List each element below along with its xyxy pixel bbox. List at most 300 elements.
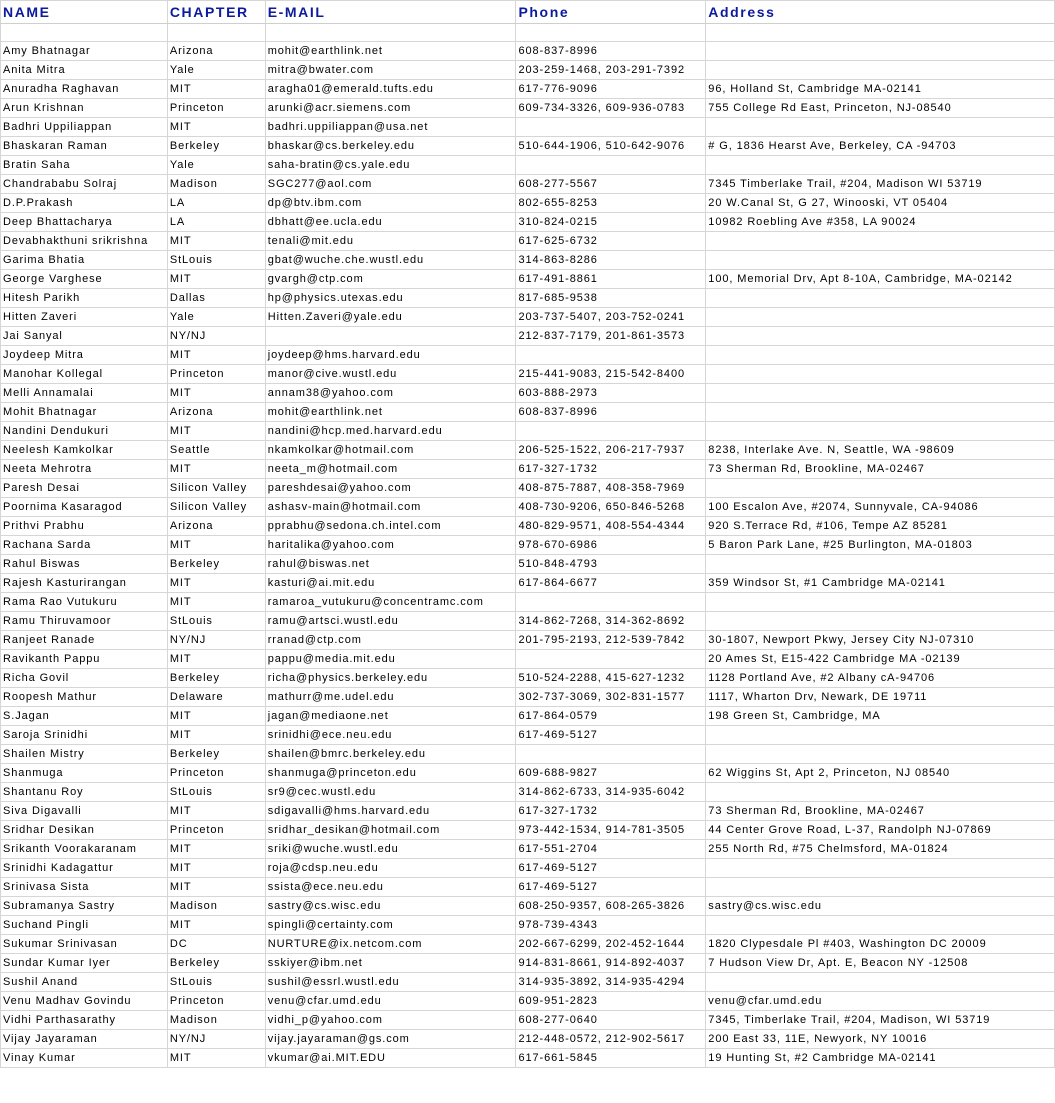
empty-cell: [706, 24, 1055, 42]
name-cell[interactable]: Vijay Jayaraman: [1, 1030, 168, 1049]
table-row: [1, 821, 1055, 840]
email-cell[interactable]: mitra@bwater.com: [265, 61, 516, 80]
table-row: [1, 517, 1055, 536]
email-cell[interactable]: hp@physics.utexas.edu: [265, 289, 516, 308]
email-cell[interactable]: aragha01@emerald.tufts.edu: [265, 80, 516, 99]
name-cell[interactable]: Manohar Kollegal: [1, 365, 168, 384]
address-cell[interactable]: 19 Hunting St, #2 Cambridge MA-02141: [706, 1049, 1055, 1068]
name-cell[interactable]: Sundar Kumar Iyer: [1, 954, 168, 973]
table-row: [1, 346, 1055, 365]
name-cell[interactable]: Richa Govil: [1, 669, 168, 688]
name-cell[interactable]: Venu Madhav Govindu: [1, 992, 168, 1011]
name-cell[interactable]: Srikanth Voorakaranam: [1, 840, 168, 859]
phone-cell[interactable]: [516, 422, 706, 441]
email-cell[interactable]: dbhatt@ee.ucla.edu: [265, 213, 516, 232]
email-cell[interactable]: gvargh@ctp.com: [265, 270, 516, 289]
phone-cell[interactable]: 817-685-9538: [516, 289, 706, 308]
email-cell[interactable]: sriki@wuche.wustl.edu: [265, 840, 516, 859]
name-cell[interactable]: Paresh Desai: [1, 479, 168, 498]
chapter-cell[interactable]: StLouis: [167, 783, 265, 802]
email-cell[interactable]: ramu@artsci.wustl.edu: [265, 612, 516, 631]
name-cell[interactable]: Garima Bhatia: [1, 251, 168, 270]
phone-cell[interactable]: 201-795-2193, 212-539-7842: [516, 631, 706, 650]
email-cell[interactable]: shanmuga@princeton.edu: [265, 764, 516, 783]
email-cell[interactable]: annam38@yahoo.com: [265, 384, 516, 403]
address-cell[interactable]: 44 Center Grove Road, L-37, Randolph NJ-07869: [706, 821, 1055, 840]
name-cell[interactable]: Vidhi Parthasarathy: [1, 1011, 168, 1030]
chapter-cell[interactable]: MIT: [167, 878, 265, 897]
email-cell[interactable]: sr9@cec.wustl.edu: [265, 783, 516, 802]
chapter-cell[interactable]: Dallas: [167, 289, 265, 308]
phone-cell[interactable]: 617-625-6732: [516, 232, 706, 251]
phone-cell[interactable]: 608-277-5567: [516, 175, 706, 194]
email-cell[interactable]: sastry@cs.wisc.edu: [265, 897, 516, 916]
phone-cell[interactable]: 609-688-9827: [516, 764, 706, 783]
address-cell[interactable]: [706, 365, 1055, 384]
chapter-cell[interactable]: MIT: [167, 574, 265, 593]
phone-cell[interactable]: 617-491-8861: [516, 270, 706, 289]
name-cell[interactable]: Shanmuga: [1, 764, 168, 783]
phone-cell[interactable]: [516, 650, 706, 669]
email-cell[interactable]: roja@cdsp.neu.edu: [265, 859, 516, 878]
name-cell[interactable]: Mohit Bhatnagar: [1, 403, 168, 422]
name-cell[interactable]: Subramanya Sastry: [1, 897, 168, 916]
name-cell[interactable]: Sukumar Srinivasan: [1, 935, 168, 954]
name-cell[interactable]: Melli Annamalai: [1, 384, 168, 403]
chapter-cell[interactable]: Seattle: [167, 441, 265, 460]
address-cell[interactable]: [706, 878, 1055, 897]
email-cell[interactable]: spingli@certainty.com: [265, 916, 516, 935]
chapter-cell[interactable]: Yale: [167, 61, 265, 80]
email-cell[interactable]: haritalika@yahoo.com: [265, 536, 516, 555]
phone-cell[interactable]: 978-670-6986: [516, 536, 706, 555]
chapter-cell[interactable]: Madison: [167, 897, 265, 916]
name-cell[interactable]: Suchand Pingli: [1, 916, 168, 935]
table-row: [1, 194, 1055, 213]
address-cell[interactable]: [706, 384, 1055, 403]
chapter-cell[interactable]: MIT: [167, 650, 265, 669]
phone-cell[interactable]: 310-824-0215: [516, 213, 706, 232]
table-row: [1, 289, 1055, 308]
email-cell[interactable]: bhaskar@cs.berkeley.edu: [265, 137, 516, 156]
table-row: [1, 745, 1055, 764]
table-row: [1, 118, 1055, 137]
email-cell[interactable]: vijay.jayaraman@gs.com: [265, 1030, 516, 1049]
chapter-cell[interactable]: Madison: [167, 1011, 265, 1030]
column-header-address[interactable]: Address: [706, 1, 1055, 24]
address-cell[interactable]: 7345, Timberlake Trail, #204, Madison, WI 53719: [706, 1011, 1055, 1030]
phone-cell[interactable]: 617-864-0579: [516, 707, 706, 726]
chapter-cell[interactable]: MIT: [167, 840, 265, 859]
email-cell[interactable]: SGC277@aol.com: [265, 175, 516, 194]
phone-cell[interactable]: 609-951-2823: [516, 992, 706, 1011]
address-cell[interactable]: [706, 61, 1055, 80]
address-cell[interactable]: 30-1807, Newport Pkwy, Jersey City NJ-07310: [706, 631, 1055, 650]
email-cell[interactable]: neeta_m@hotmail.com: [265, 460, 516, 479]
address-cell[interactable]: 7 Hudson View Dr, Apt. E, Beacon NY -12508: [706, 954, 1055, 973]
blank-row: [1, 24, 1055, 42]
table-row: [1, 80, 1055, 99]
email-cell[interactable]: nkamkolkar@hotmail.com: [265, 441, 516, 460]
address-cell[interactable]: [706, 289, 1055, 308]
chapter-cell[interactable]: Princeton: [167, 992, 265, 1011]
phone-cell[interactable]: 802-655-8253: [516, 194, 706, 213]
email-cell[interactable]: nandini@hcp.med.harvard.edu: [265, 422, 516, 441]
phone-cell[interactable]: [516, 745, 706, 764]
name-cell[interactable]: Rachana Sarda: [1, 536, 168, 555]
name-cell[interactable]: Ravikanth Pappu: [1, 650, 168, 669]
phone-cell[interactable]: 314-862-7268, 314-362-8692: [516, 612, 706, 631]
chapter-cell[interactable]: Silicon Valley: [167, 479, 265, 498]
column-header-name[interactable]: NAME: [1, 1, 168, 24]
phone-cell[interactable]: 408-730-9206, 650-846-5268: [516, 498, 706, 517]
email-cell[interactable]: shailen@bmrc.berkeley.edu: [265, 745, 516, 764]
chapter-cell[interactable]: Princeton: [167, 99, 265, 118]
phone-cell[interactable]: 608-837-8996: [516, 403, 706, 422]
chapter-cell[interactable]: Berkeley: [167, 745, 265, 764]
name-cell[interactable]: George Varghese: [1, 270, 168, 289]
phone-cell[interactable]: 215-441-9083, 215-542-8400: [516, 365, 706, 384]
chapter-cell[interactable]: MIT: [167, 726, 265, 745]
name-cell[interactable]: Amy Bhatnagar: [1, 42, 168, 61]
phone-cell[interactable]: [516, 593, 706, 612]
email-cell[interactable]: arunki@acr.siemens.com: [265, 99, 516, 118]
phone-cell[interactable]: 202-667-6299, 202-452-1644: [516, 935, 706, 954]
phone-cell[interactable]: 973-442-1534, 914-781-3505: [516, 821, 706, 840]
phone-cell[interactable]: 212-448-0572, 212-902-5617: [516, 1030, 706, 1049]
email-cell[interactable]: ssista@ece.neu.edu: [265, 878, 516, 897]
table-row: [1, 916, 1055, 935]
email-cell[interactable]: dp@btv.ibm.com: [265, 194, 516, 213]
chapter-cell[interactable]: MIT: [167, 384, 265, 403]
name-cell[interactable]: Hitesh Parikh: [1, 289, 168, 308]
email-cell[interactable]: jagan@mediaone.net: [265, 707, 516, 726]
chapter-cell[interactable]: Princeton: [167, 764, 265, 783]
chapter-cell[interactable]: LA: [167, 194, 265, 213]
chapter-cell[interactable]: MIT: [167, 1049, 265, 1068]
phone-cell[interactable]: 203-737-5407, 203-752-0241: [516, 308, 706, 327]
chapter-cell[interactable]: NY/NJ: [167, 327, 265, 346]
name-cell[interactable]: Srinidhi Kadagattur: [1, 859, 168, 878]
phone-cell[interactable]: [516, 118, 706, 137]
email-cell[interactable]: vkumar@ai.MIT.EDU: [265, 1049, 516, 1068]
phone-cell[interactable]: 617-864-6677: [516, 574, 706, 593]
phone-cell[interactable]: 617-327-1732: [516, 802, 706, 821]
table-row: [1, 479, 1055, 498]
email-cell[interactable]: ashasv-main@hotmail.com: [265, 498, 516, 517]
phone-cell[interactable]: 617-469-5127: [516, 859, 706, 878]
name-cell[interactable]: Neeta Mehrotra: [1, 460, 168, 479]
chapter-cell[interactable]: Berkeley: [167, 137, 265, 156]
name-cell[interactable]: S.Jagan: [1, 707, 168, 726]
chapter-cell[interactable]: NY/NJ: [167, 1030, 265, 1049]
name-cell[interactable]: Deep Bhattacharya: [1, 213, 168, 232]
address-cell[interactable]: 200 East 33, 11E, Newyork, NY 10016: [706, 1030, 1055, 1049]
name-cell[interactable]: Saroja Srinidhi: [1, 726, 168, 745]
address-cell[interactable]: 73 Sherman Rd, Brookline, MA-02467: [706, 460, 1055, 479]
address-cell[interactable]: [706, 859, 1055, 878]
address-cell[interactable]: 73 Sherman Rd, Brookline, MA-02467: [706, 802, 1055, 821]
address-cell[interactable]: [706, 973, 1055, 992]
chapter-cell[interactable]: Yale: [167, 156, 265, 175]
table-row: [1, 631, 1055, 650]
email-cell[interactable]: rahul@biswas.net: [265, 555, 516, 574]
name-cell[interactable]: Sridhar Desikan: [1, 821, 168, 840]
name-cell[interactable]: Bhaskaran Raman: [1, 137, 168, 156]
email-cell[interactable]: sdigavalli@hms.harvard.edu: [265, 802, 516, 821]
name-cell[interactable]: Badhri Uppiliappan: [1, 118, 168, 137]
address-cell[interactable]: [706, 156, 1055, 175]
name-cell[interactable]: Srinivasa Sista: [1, 878, 168, 897]
address-cell[interactable]: 1128 Portland Ave, #2 Albany cA-94706: [706, 669, 1055, 688]
name-cell[interactable]: Shantanu Roy: [1, 783, 168, 802]
address-cell[interactable]: 100 Escalon Ave, #2074, Sunnyvale, CA-94086: [706, 498, 1055, 517]
phone-cell[interactable]: 617-469-5127: [516, 878, 706, 897]
chapter-cell[interactable]: Berkeley: [167, 954, 265, 973]
name-cell[interactable]: Ranjeet Ranade: [1, 631, 168, 650]
name-cell[interactable]: Siva Digavalli: [1, 802, 168, 821]
email-cell[interactable]: srinidhi@ece.neu.edu: [265, 726, 516, 745]
name-cell[interactable]: Rahul Biswas: [1, 555, 168, 574]
chapter-cell[interactable]: MIT: [167, 536, 265, 555]
name-cell[interactable]: Chandrababu Solraj: [1, 175, 168, 194]
address-cell[interactable]: 255 North Rd, #75 Chelmsford, MA-01824: [706, 840, 1055, 859]
empty-cell: [1, 24, 168, 42]
email-cell[interactable]: mohit@earthlink.net: [265, 403, 516, 422]
email-cell[interactable]: richa@physics.berkeley.edu: [265, 669, 516, 688]
table-row: [1, 764, 1055, 783]
chapter-cell[interactable]: MIT: [167, 270, 265, 289]
address-cell[interactable]: [706, 612, 1055, 631]
phone-cell[interactable]: 617-551-2704: [516, 840, 706, 859]
table-row: [1, 612, 1055, 631]
email-cell[interactable]: sridhar_desikan@hotmail.com: [265, 821, 516, 840]
email-cell[interactable]: sushil@essrl.wustl.edu: [265, 973, 516, 992]
address-cell[interactable]: 5 Baron Park Lane, #25 Burlington, MA-01803: [706, 536, 1055, 555]
address-cell[interactable]: [706, 42, 1055, 61]
phone-cell[interactable]: [516, 156, 706, 175]
chapter-cell[interactable]: MIT: [167, 593, 265, 612]
name-cell[interactable]: Bratin Saha: [1, 156, 168, 175]
chapter-cell[interactable]: Arizona: [167, 42, 265, 61]
phone-cell[interactable]: 617-327-1732: [516, 460, 706, 479]
column-header-email[interactable]: E-MAIL: [265, 1, 516, 24]
address-cell[interactable]: [706, 118, 1055, 137]
email-cell[interactable]: pappu@media.mit.edu: [265, 650, 516, 669]
address-cell[interactable]: [706, 745, 1055, 764]
chapter-cell[interactable]: NY/NJ: [167, 631, 265, 650]
chapter-cell[interactable]: MIT: [167, 802, 265, 821]
column-header-phone[interactable]: Phone: [516, 1, 706, 24]
email-cell[interactable]: Hitten.Zaveri@yale.edu: [265, 308, 516, 327]
phone-cell[interactable]: 609-734-3326, 609-936-0783: [516, 99, 706, 118]
chapter-cell[interactable]: Madison: [167, 175, 265, 194]
address-cell[interactable]: [706, 555, 1055, 574]
address-cell[interactable]: 10982 Roebling Ave #358, LA 90024: [706, 213, 1055, 232]
chapter-cell[interactable]: MIT: [167, 422, 265, 441]
name-cell[interactable]: Prithvi Prabhu: [1, 517, 168, 536]
phone-cell[interactable]: 914-831-8661, 914-892-4037: [516, 954, 706, 973]
table-row: [1, 802, 1055, 821]
address-cell[interactable]: sastry@cs.wisc.edu: [706, 897, 1055, 916]
address-cell[interactable]: [706, 251, 1055, 270]
empty-cell: [167, 24, 265, 42]
chapter-cell[interactable]: MIT: [167, 80, 265, 99]
address-cell[interactable]: [706, 327, 1055, 346]
name-cell[interactable]: D.P.Prakash: [1, 194, 168, 213]
address-cell[interactable]: [706, 422, 1055, 441]
chapter-cell[interactable]: StLouis: [167, 612, 265, 631]
address-cell[interactable]: 20 W.Canal St, G 27, Winooski, VT 05404: [706, 194, 1055, 213]
name-cell[interactable]: Vinay Kumar: [1, 1049, 168, 1068]
table-row: [1, 61, 1055, 80]
table-row: [1, 327, 1055, 346]
address-cell[interactable]: 8238, Interlake Ave. N, Seattle, WA -98609: [706, 441, 1055, 460]
address-cell[interactable]: 755 College Rd East, Princeton, NJ-08540: [706, 99, 1055, 118]
phone-cell[interactable]: 314-862-6733, 314-935-6042: [516, 783, 706, 802]
name-cell[interactable]: Sushil Anand: [1, 973, 168, 992]
email-cell[interactable]: vidhi_p@yahoo.com: [265, 1011, 516, 1030]
chapter-cell[interactable]: Berkeley: [167, 669, 265, 688]
email-cell[interactable]: saha-bratin@cs.yale.edu: [265, 156, 516, 175]
chapter-cell[interactable]: StLouis: [167, 973, 265, 992]
phone-cell[interactable]: 480-829-9571, 408-554-4344: [516, 517, 706, 536]
address-cell[interactable]: 20 Ames St, E15-422 Cambridge MA -02139: [706, 650, 1055, 669]
email-cell[interactable]: rranad@ctp.com: [265, 631, 516, 650]
chapter-cell[interactable]: Princeton: [167, 821, 265, 840]
table-row: [1, 137, 1055, 156]
phone-cell[interactable]: 510-644-1906, 510-642-9076: [516, 137, 706, 156]
name-cell[interactable]: Ramu Thiruvamoor: [1, 612, 168, 631]
phone-cell[interactable]: 510-848-4793: [516, 555, 706, 574]
email-cell[interactable]: ramaroa_vutukuru@concentramc.com: [265, 593, 516, 612]
address-cell[interactable]: 1820 Clypesdale Pl #403, Washington DC 20009: [706, 935, 1055, 954]
chapter-cell[interactable]: MIT: [167, 707, 265, 726]
phone-cell[interactable]: 408-875-7887, 408-358-7969: [516, 479, 706, 498]
name-cell[interactable]: Anita Mitra: [1, 61, 168, 80]
email-cell[interactable]: joydeep@hms.harvard.edu: [265, 346, 516, 365]
address-cell[interactable]: 359 Windsor St, #1 Cambridge MA-02141: [706, 574, 1055, 593]
phone-cell[interactable]: [516, 346, 706, 365]
name-cell[interactable]: Rajesh Kasturirangan: [1, 574, 168, 593]
address-cell[interactable]: [706, 346, 1055, 365]
phone-cell[interactable]: 203-259-1468, 203-291-7392: [516, 61, 706, 80]
email-cell[interactable]: gbat@wuche.che.wustl.edu: [265, 251, 516, 270]
phone-cell[interactable]: 608-277-0640: [516, 1011, 706, 1030]
phone-cell[interactable]: 608-837-8996: [516, 42, 706, 61]
name-cell[interactable]: Poornima Kasaragod: [1, 498, 168, 517]
name-cell[interactable]: Shailen Mistry: [1, 745, 168, 764]
address-cell[interactable]: # G, 1836 Hearst Ave, Berkeley, CA -94703: [706, 137, 1055, 156]
address-cell[interactable]: [706, 593, 1055, 612]
table-row: [1, 1030, 1055, 1049]
chapter-cell[interactable]: Silicon Valley: [167, 498, 265, 517]
phone-cell[interactable]: 608-250-9357, 608-265-3826: [516, 897, 706, 916]
table-row: [1, 232, 1055, 251]
name-cell[interactable]: Devabhakthuni srikrishna: [1, 232, 168, 251]
phone-cell[interactable]: 617-469-5127: [516, 726, 706, 745]
email-cell[interactable]: sskiyer@ibm.net: [265, 954, 516, 973]
email-cell[interactable]: manor@cive.wustl.edu: [265, 365, 516, 384]
phone-cell[interactable]: 314-863-8286: [516, 251, 706, 270]
chapter-cell[interactable]: Arizona: [167, 517, 265, 536]
phone-cell[interactable]: 302-737-3069, 302-831-1577: [516, 688, 706, 707]
address-cell[interactable]: venu@cfar.umd.edu: [706, 992, 1055, 1011]
phone-cell[interactable]: 978-739-4343: [516, 916, 706, 935]
phone-cell[interactable]: 603-888-2973: [516, 384, 706, 403]
chapter-cell[interactable]: Delaware: [167, 688, 265, 707]
email-cell[interactable]: pprabhu@sedona.ch.intel.com: [265, 517, 516, 536]
column-header-chapter[interactable]: CHAPTER: [167, 1, 265, 24]
address-cell[interactable]: [706, 308, 1055, 327]
chapter-cell[interactable]: StLouis: [167, 251, 265, 270]
chapter-cell[interactable]: MIT: [167, 859, 265, 878]
address-cell[interactable]: [706, 783, 1055, 802]
address-cell[interactable]: [706, 726, 1055, 745]
email-cell[interactable]: pareshdesai@yahoo.com: [265, 479, 516, 498]
name-cell[interactable]: Nandini Dendukuri: [1, 422, 168, 441]
chapter-cell[interactable]: Arizona: [167, 403, 265, 422]
chapter-cell[interactable]: Berkeley: [167, 555, 265, 574]
email-cell[interactable]: [265, 327, 516, 346]
name-cell[interactable]: Hitten Zaveri: [1, 308, 168, 327]
chapter-cell[interactable]: MIT: [167, 232, 265, 251]
address-cell[interactable]: 96, Holland St, Cambridge MA-02141: [706, 80, 1055, 99]
address-cell[interactable]: 920 S.Terrace Rd, #106, Tempe AZ 85281: [706, 517, 1055, 536]
phone-cell[interactable]: 314-935-3892, 314-935-4294: [516, 973, 706, 992]
address-cell[interactable]: [706, 479, 1055, 498]
address-cell[interactable]: [706, 403, 1055, 422]
chapter-cell[interactable]: MIT: [167, 916, 265, 935]
name-cell[interactable]: Roopesh Mathur: [1, 688, 168, 707]
address-cell[interactable]: [706, 916, 1055, 935]
name-cell[interactable]: Neelesh Kamkolkar: [1, 441, 168, 460]
chapter-cell[interactable]: Yale: [167, 308, 265, 327]
address-cell[interactable]: 7345 Timberlake Trail, #204, Madison WI 53719: [706, 175, 1055, 194]
phone-cell[interactable]: 206-525-1522, 206-217-7937: [516, 441, 706, 460]
email-cell[interactable]: kasturi@ai.mit.edu: [265, 574, 516, 593]
email-cell[interactable]: venu@cfar.umd.edu: [265, 992, 516, 1011]
name-cell[interactable]: Arun Krishnan: [1, 99, 168, 118]
phone-cell[interactable]: 212-837-7179, 201-861-3573: [516, 327, 706, 346]
chapter-cell[interactable]: DC: [167, 935, 265, 954]
address-cell[interactable]: 62 Wiggins St, Apt 2, Princeton, NJ 08540: [706, 764, 1055, 783]
table-row: [1, 707, 1055, 726]
name-cell[interactable]: Jai Sanyal: [1, 327, 168, 346]
email-cell[interactable]: NURTURE@ix.netcom.com: [265, 935, 516, 954]
table-row: [1, 574, 1055, 593]
name-cell[interactable]: Rama Rao Vutukuru: [1, 593, 168, 612]
email-cell[interactable]: tenali@mit.edu: [265, 232, 516, 251]
chapter-cell[interactable]: MIT: [167, 460, 265, 479]
chapter-cell[interactable]: MIT: [167, 346, 265, 365]
name-cell[interactable]: Anuradha Raghavan: [1, 80, 168, 99]
phone-cell[interactable]: 617-661-5845: [516, 1049, 706, 1068]
name-cell[interactable]: Joydeep Mitra: [1, 346, 168, 365]
email-cell[interactable]: mathurr@me.udel.edu: [265, 688, 516, 707]
address-cell[interactable]: 198 Green St, Cambridge, MA: [706, 707, 1055, 726]
phone-cell[interactable]: 510-524-2288, 415-627-1232: [516, 669, 706, 688]
chapter-cell[interactable]: LA: [167, 213, 265, 232]
address-cell[interactable]: 100, Memorial Drv, Apt 8-10A, Cambridge, MA-02142: [706, 270, 1055, 289]
email-cell[interactable]: mohit@earthlink.net: [265, 42, 516, 61]
address-cell[interactable]: [706, 232, 1055, 251]
email-cell[interactable]: badhri.uppiliappan@usa.net: [265, 118, 516, 137]
phone-cell[interactable]: 617-776-9096: [516, 80, 706, 99]
chapter-cell[interactable]: MIT: [167, 118, 265, 137]
chapter-cell[interactable]: Princeton: [167, 365, 265, 384]
address-cell[interactable]: 1117, Wharton Drv, Newark, DE 19711: [706, 688, 1055, 707]
